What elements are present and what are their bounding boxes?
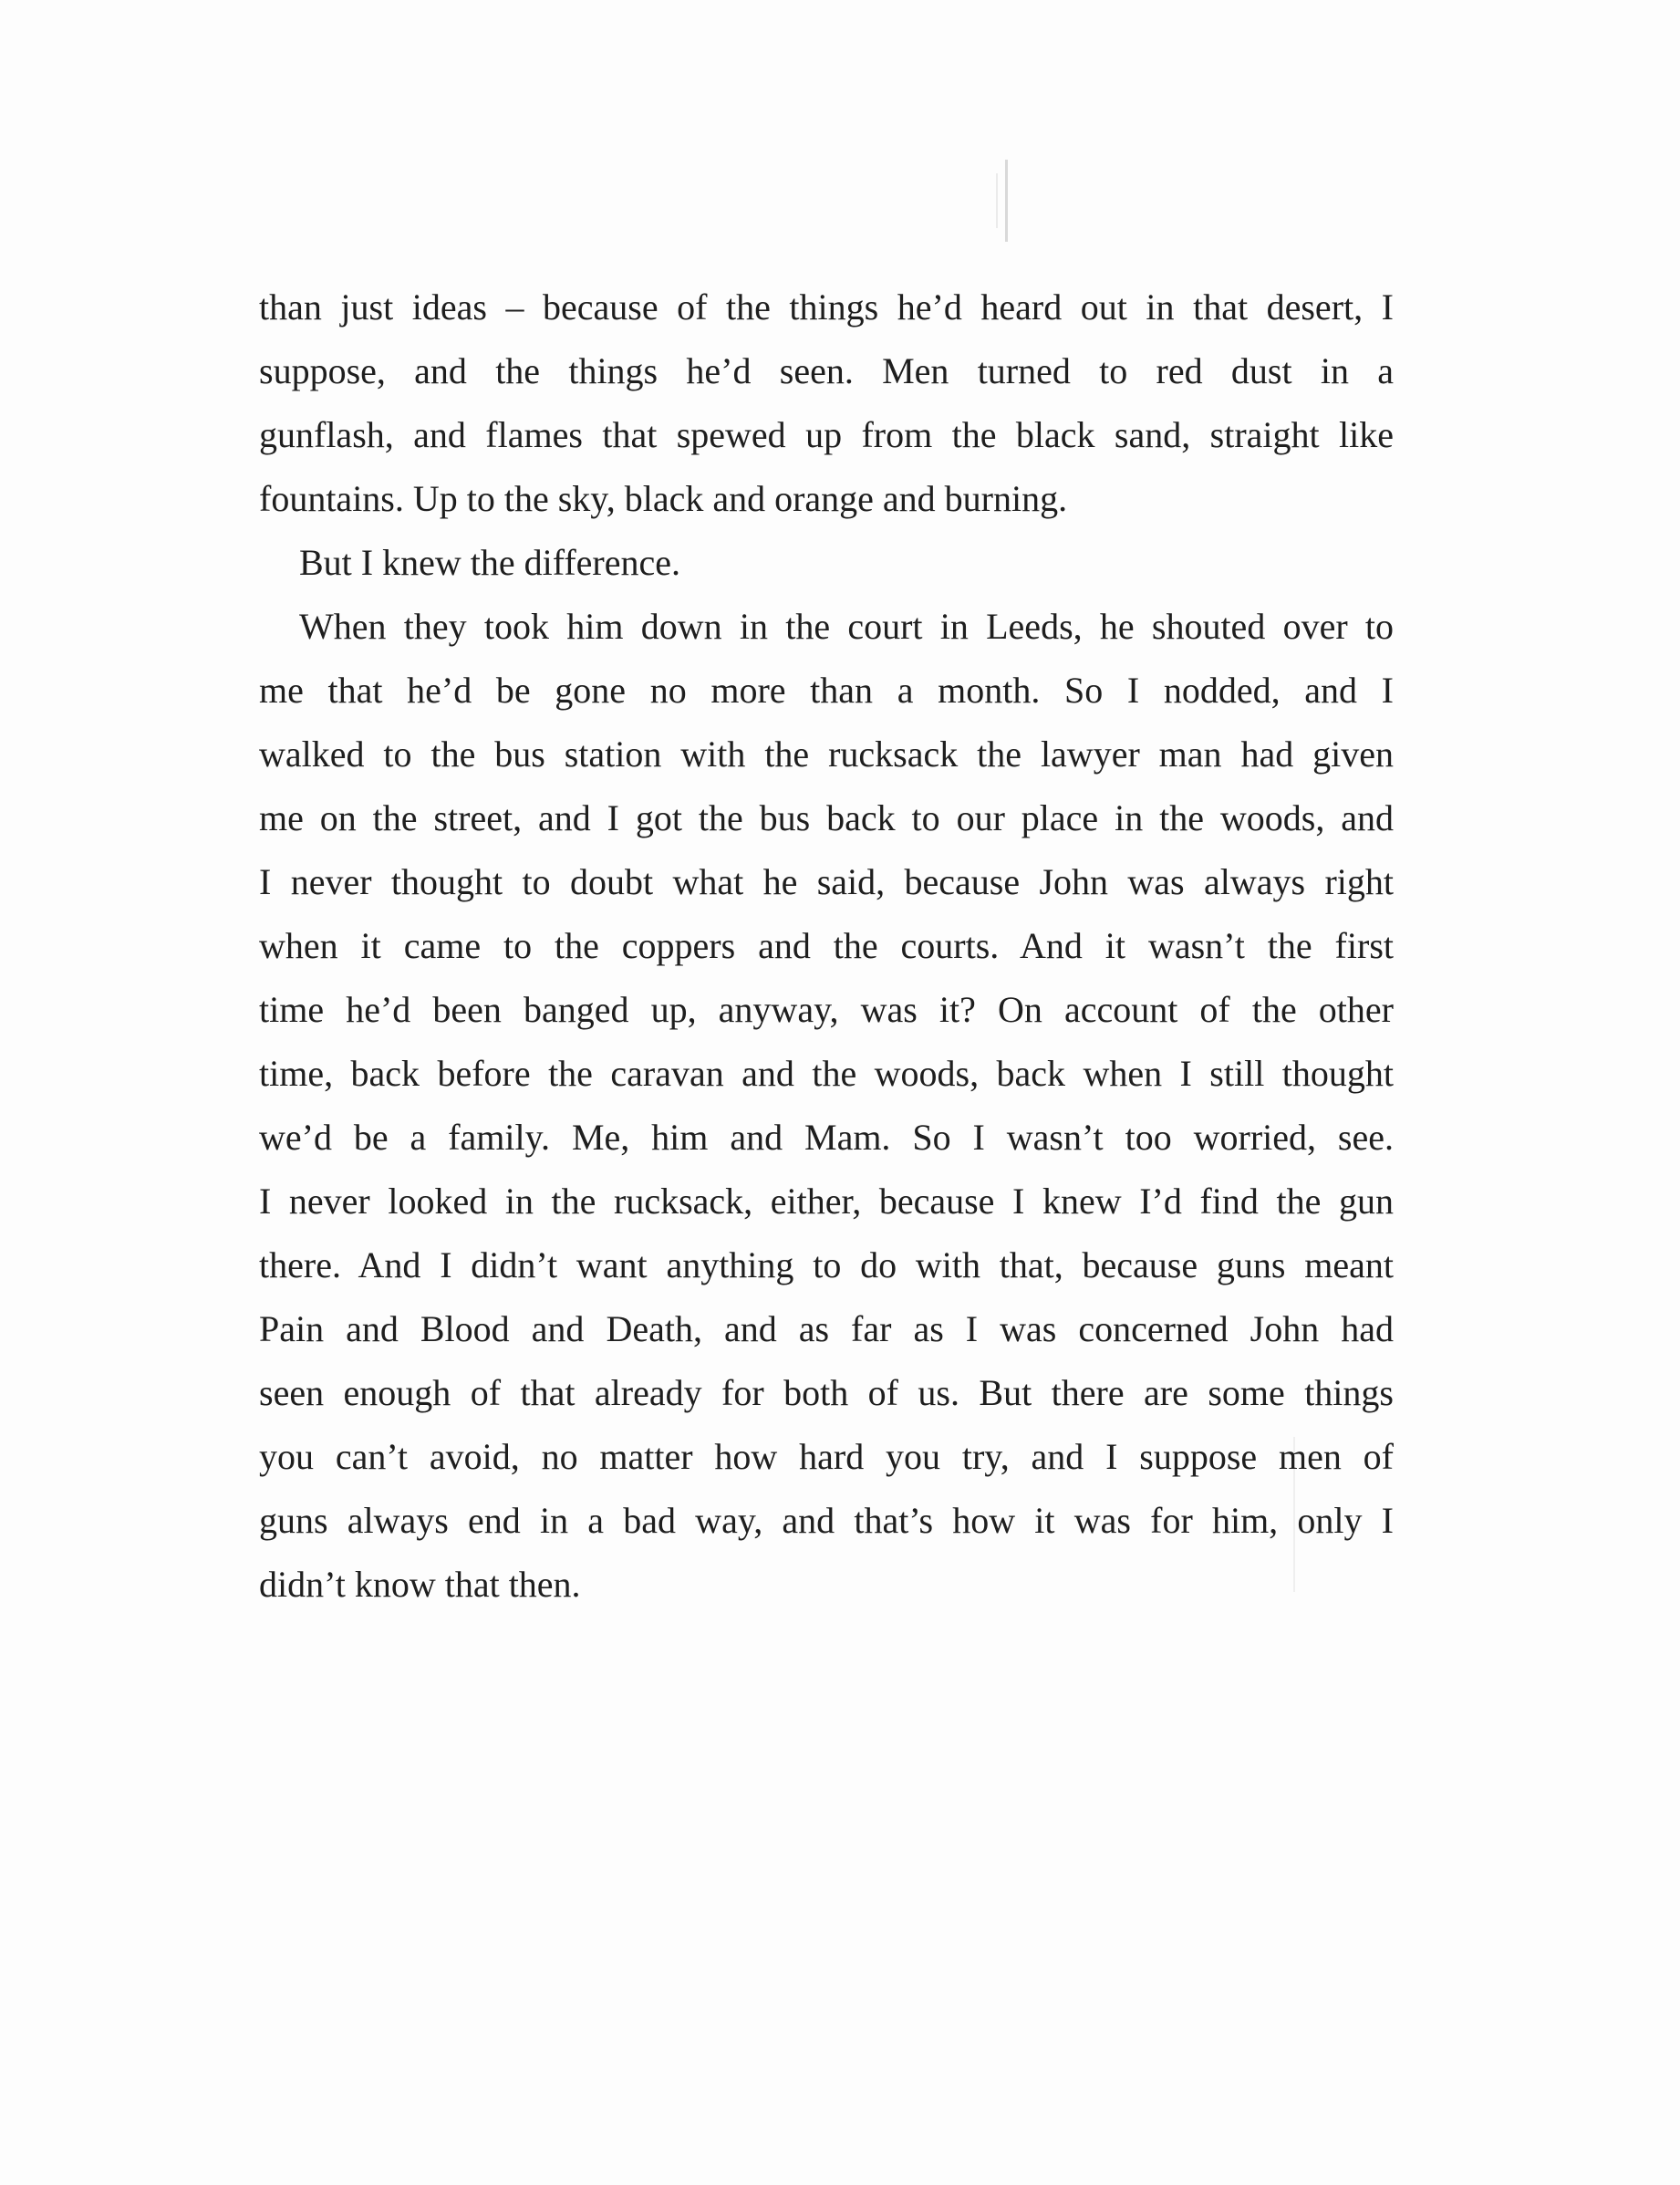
text-line: when it came to the coppers and the courts. And it wasn’t the first — [259, 925, 1394, 966]
text-line: I never looked in the rucksack, either, because I knew I’d find the gun — [259, 1181, 1394, 1222]
scan-mark — [1005, 160, 1008, 242]
text-line: gunflash, and flames that spewed up from the black sand, straight like — [259, 414, 1394, 455]
text-line: didn’t know that then. — [259, 1564, 581, 1605]
text-line: fountains. Up to the sky, black and orange and burning. — [259, 478, 1068, 519]
text-line: I never thought to doubt what he said, because John was always right — [259, 861, 1394, 902]
text-line: time, back before the caravan and the woods, back when I still thought — [259, 1053, 1394, 1094]
text-line: guns always end in a bad way, and that’s how it was for him, only I — [259, 1500, 1394, 1541]
text-line: seen enough of that already for both of us. But there are some things — [259, 1372, 1394, 1413]
body-text — [259, 276, 1394, 1617]
text-line: you can’t avoid, no matter how hard you try, and I suppose men of — [259, 1436, 1394, 1477]
text-line: me that he’d be gone no more than a month. So I nodded, and I — [259, 670, 1394, 711]
text-line: But I knew the difference. — [299, 542, 680, 583]
text-line: When they took him down in the court in Leeds, he shouted over to — [299, 606, 1394, 647]
scan-mark — [996, 173, 998, 228]
text-line: walked to the bus station with the rucksack the lawyer man had given — [259, 734, 1394, 775]
text-line: there. And I didn’t want anything to do with that, because guns meant — [259, 1244, 1394, 1285]
text-line: we’d be a family. Me, him and Mam. So I wasn’t too worried, see. — [259, 1117, 1394, 1158]
text-line: than just ideas – because of the things he’d heard out in that desert, I — [259, 286, 1394, 328]
text-line: Pain and Blood and Death, and as far as I was concerned John had — [259, 1308, 1394, 1349]
text-line: me on the street, and I got the bus back to our place in the woods, and — [259, 797, 1394, 838]
text-line: suppose, and the things he’d seen. Men turned to red dust in a — [259, 350, 1394, 391]
text-line: time he’d been banged up, anyway, was it? On account of the other — [259, 989, 1394, 1030]
